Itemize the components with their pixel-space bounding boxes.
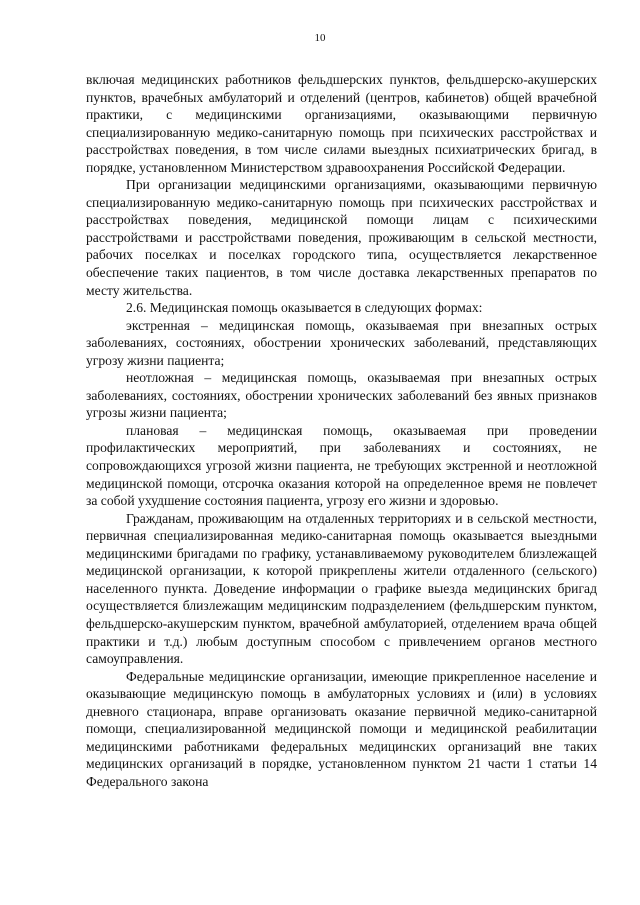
paragraph-urgent-care: неотложная – медицинская помощь, оказываемая при внезапных острых заболеваниях, состояниях, обострении хронических заболеваний без явных признаков угрозы жизни пациента; <box>86 370 597 421</box>
paragraph-drug-supply: При организации медицинскими организациями, оказывающими первичную специализированную медико-санитарную помощь при психических расстройствах и расстройствах поведения, медицинской помощи лицам с психическими расстройствами и расстройствами поведения, проживающим в сельской местности, рабочих поселках и поселках городского типа, осуществляется лекарственное обеспечение таких пациентов, в том числе доставка лекарственных препаратов по месту жительства. <box>86 177 597 298</box>
paragraph-federal-organizations: Федеральные медицинские организации, имеющие прикрепленное население и оказывающие медицинскую помощь в амбулаторных условиях и (или) в условиях дневного стационара, вправе организовать оказание первичной медико-санитарной помощи, специализированной медицинской помощи и медицинской реабилитации медицинскими работниками федеральных медицинских организаций вне таких медицинских организаций в порядке, установленном пунктом 21 части 1 статьи 14 Федерального закона <box>86 668 597 789</box>
page-number: 10 <box>314 32 326 44</box>
paragraph-planned-care: плановая – медицинская помощь, оказываемая при проведении профилактических мероприятий, при заболеваниях и состояниях, не сопровождающихся угрозой жизни пациента, не требующих экстренной и неотложной медицинской помощи, отсрочка оказания которой на определенное время не повлечет за собой ухудшение состояния пациента, угрозу его жизни и здоровью. <box>86 422 597 509</box>
document-body <box>86 71 597 790</box>
paragraph-emergency-care: экстренная – медицинская помощь, оказываемая при внезапных острых заболеваниях, состояниях, обострении хронических заболеваний, представляющих угрозу жизни пациента; <box>86 317 597 368</box>
paragraph-remote-territories: Гражданам, проживающим на отдаленных территориях и в сельской местности, первичная специализированная медико-санитарная помощь оказывается выездными медицинскими бригадами по графику, устанавливаемому руководителем близлежащей медицинской организации, к которой прикреплены жители отдаленного (сельского) населенного пункта. Доведение информации о графике выезда медицинских бригад осуществляется близлежащим медицинским подразделением (фельдшерским пунктом, фельдшерско-акушерским пунктом, врачебной амбулаторией, отделением врача общей практики и т.д.) любым доступным способом с привлечением органов местного самоуправления. <box>86 510 597 667</box>
paragraph-section-2-6-heading: 2.6. Медицинская помощь оказывается в следующих формах: <box>126 300 483 316</box>
paragraph-continuation: включая медицинских работников фельдшерских пунктов, фельдшерско-акушерских пунктов, врачебных амбулаторий и отделений (центров, кабинетов) общей врачебной практики, с медицинскими организациями, оказывающими первичную специализированную медико-санитарную помощь при психических расстройствах и расстройствах поведения, в том числе силами выездных психиатрических бригад, в порядке, установленном Министерством здравоохранения Российской Федерации. <box>86 72 597 175</box>
